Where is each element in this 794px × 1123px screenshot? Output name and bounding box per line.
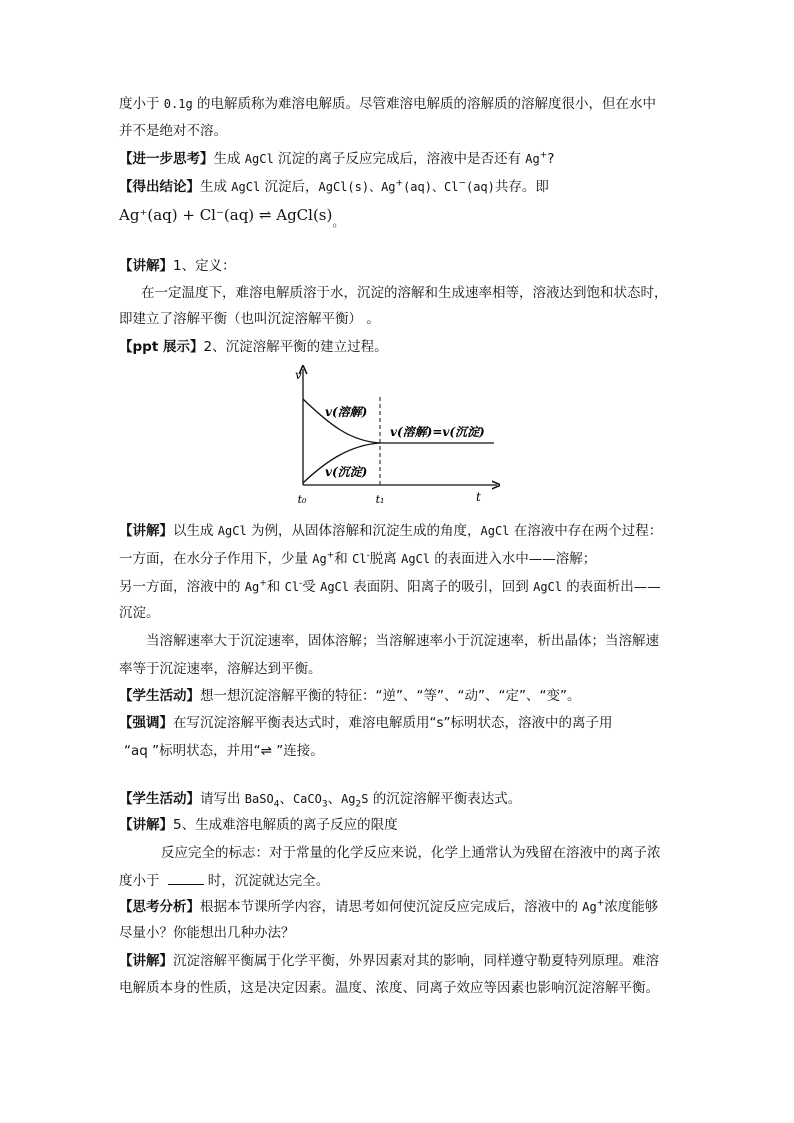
explain-line: 另一方面，溶液中的 Ag+和 Cl-受 AgCl 表面阴、阳离子的吸引，回到 AgCl 的表面析出—— (119, 578, 661, 595)
emphasis-line: 【强调】在写沉淀溶解平衡表达式时，难溶电解质用“s”标明状态，溶液中的离子用 (119, 715, 613, 731)
x-axis-label: t (476, 490, 481, 504)
y-axis-label: v (295, 368, 302, 382)
thinking-analysis: 【思考分析】根据本节课所学内容，请思考如何使沉淀反应完成后，溶液中的 Ag+浓度能够 (119, 898, 659, 915)
fill-in-blank[interactable] (168, 870, 204, 885)
equilibrium-chart (290, 365, 500, 507)
further-thinking: 【进一步思考】生成 AgCl 沉淀的离子反应完成后，溶液中是否还有 Ag+? (119, 150, 555, 167)
emphasis-line: “aq ”标明状态，并用“⇌ ”连接。 (124, 743, 324, 759)
explain-line: 一方面，在水分子作用下，少量 Ag+和 Cl-脱离 AgCl 的表面进入水中——溶解； (119, 550, 597, 567)
explain-line: 当溶解速率大于沉淀速率，固体溶解；当溶解速率小于沉淀速率，析出晶体；当溶解速 (146, 633, 659, 649)
explain-line: 【讲解】以生成 AgCl 为例，从固体溶解和沉淀生成的角度，AgCl 在溶液中存在两个过程： (119, 523, 663, 539)
student-activity-expressions: 【学生活动】请写出 BaSO$_4$、CaCO$_3$、$Ag_2S$ 的沉淀溶解平衡表达式。 (119, 791, 522, 810)
definition-heading: 【讲解】1、定义： (119, 258, 236, 274)
equilibrium-annotation: v(溶解)=v(沉淀) (390, 425, 485, 439)
definition-text: 即建立了溶解平衡（也叫沉淀溶解平衡） 。 (119, 311, 380, 327)
final-explain: 【讲解】沉淀溶解平衡属于化学平衡，外界因素对其的影响，同样遵守勒夏特列原理。难溶 (119, 953, 659, 969)
x-tick-label-t0: t₀ (297, 493, 307, 506)
final-explain: 电解质本身的性质，这是决定因素。温度、浓度、同离子效应等因素也影响沉淀溶解平衡。 (119, 980, 659, 996)
explain-line: 沉淀。 (119, 605, 160, 621)
paragraph-line: 并不是绝对不溶。 (119, 123, 227, 139)
equilibrium-equation: Ag⁺(aq) + Cl⁻(aq) ⇌ AgCl(s)。 (119, 206, 345, 229)
definition-text: 在一定温度下，难溶电解质溶于水，沉淀的溶解和生成速率相等，溶液达到饱和状态时， (141, 285, 668, 301)
thinking-analysis: 尽量小？你能想出几种办法？ (119, 925, 295, 941)
ppt-heading: 【ppt 展示】2、沉淀溶解平衡的建立过程。 (119, 339, 388, 355)
limit-text: 度小于 时，沉淀就达完全。 (119, 870, 329, 891)
x-tick-label-t1: t₁ (375, 493, 385, 506)
student-activity-features: 【学生活动】想一想沉淀溶解平衡的特征：“逆”、“等”、“动”、“定”、“变”。 (119, 688, 581, 704)
explain-line: 率等于沉淀速率，溶解达到平衡。 (119, 661, 322, 677)
limit-text: 反应完全的标志：对于常量的化学反应来说，化学上通常认为残留在溶液中的离子浓 (161, 845, 661, 861)
series-label-dissolution: v(溶解) (325, 405, 368, 419)
limit-heading: 【讲解】5、生成难溶电解质的离子反应的限度 (119, 817, 398, 833)
conclusion: 【得出结论】生成 AgCl 沉淀后，AgCl(s)、Ag+(aq)、Cl−(aq)共存。即 (119, 178, 549, 195)
series-label-precipitation: v(沉淀) (325, 465, 368, 479)
paragraph-line: 度小于 0.1g 的电解质称为难溶电解质。尽管难溶电解质的溶解质的溶解度很小，但在水中 (119, 96, 656, 112)
